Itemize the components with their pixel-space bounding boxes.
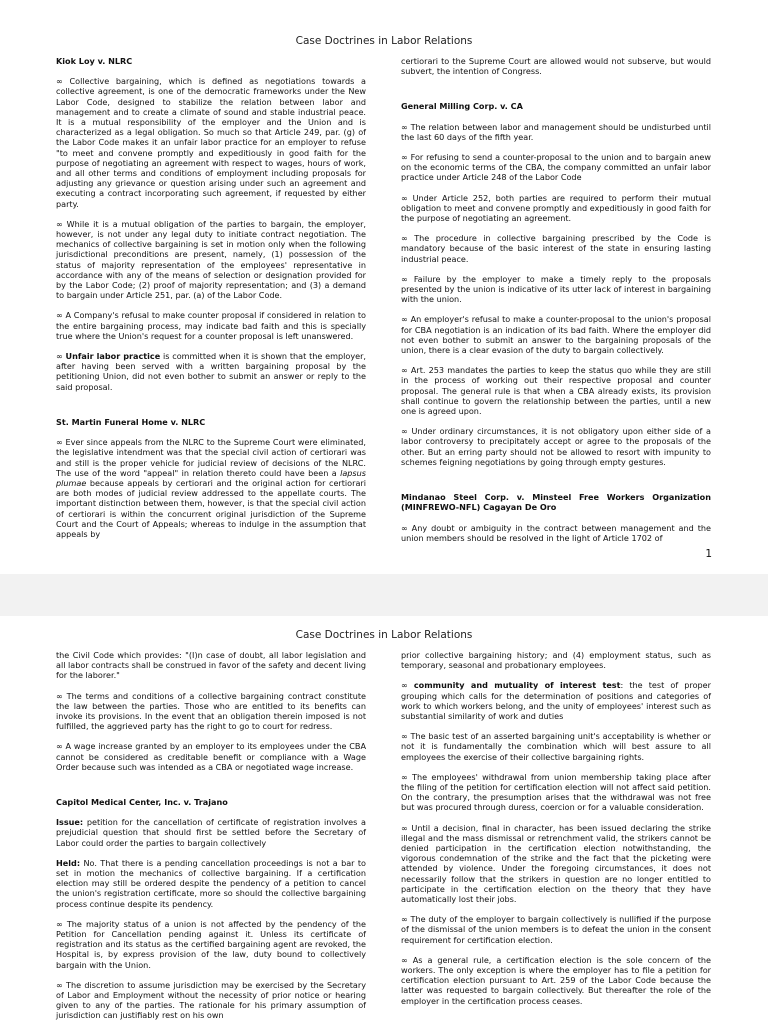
doctrine-paragraph: ∞ A Company's refusal to make counter proposal if considered in relation to the entire bargaining process, may indicate bad faith and this is specially true where the Union's request for a counter proposal is left unanswered.: [56, 310, 366, 341]
paragraph-text: because appeals by certiorari and the original action for certiorari are both modes of judicial review addressed to the appellate courts. The important distinction between them, however, is that the special civil action of certiorari is within the concurrent original jurisdiction of the Supreme Court and the Court of Appeals; whereas to indulge in the assumption that appeals by: [56, 477, 366, 539]
doctrine-paragraph: ∞ Failure by the employer to make a timely reply to the proposals presented by the union is indicative of its utter lack of interest in bargaining with the union.: [401, 273, 711, 305]
doctrine-paragraph: ∞ Under ordinary circumstances, it is not obligatory upon either side of a labor controversy to precipitately accept or agree to the proposals of the other. But an erring party should not be allowed to resort with impunity to schemes feigning negotiations by going through empty gestures.: [401, 426, 711, 467]
bold-term: community and mutuality of interest test: [413, 680, 621, 691]
doctrine-paragraph: the Civil Code which provides: "(I)n case of doubt, all labor legislation and all labor contracts shall be construed in favor of the safety and decent living for the laborer.": [56, 650, 366, 681]
bullet-prefix: ∞: [56, 351, 66, 362]
doctrine-paragraph: ∞ While it is a mutual obligation of the parties to bargain, the employer, however, is not under any legal duty to initiate contract negotiation. The mechanics of collective bargaining is set in motion only when the following jurisdictional preconditions are present, namely, (1) possession of the status of majority representation of the employees' representative in accordance with any of the means of selection or designation provided for by the Labor Code; (2) proof of majority representation; and (3) a demand to bargain under Article 251, par. (a) of the Labor Code.: [56, 218, 366, 301]
doctrine-paragraph: [56, 437, 366, 539]
paragraph-text: petition for the cancellation of certificate of registration involves a prejudicial question that should first be settled before the Secretary of Labor could order the parties to bargain collectively: [56, 817, 366, 848]
issue-label: Issue:: [56, 817, 84, 828]
doctrine-paragraph: ∞ The terms and conditions of a collective bargaining contract constitute the law between the parties. Those who are entitled to its benefits can invoke its provisions. In the event that an obligation therein imposed is not fulfilled, the aggrieved party has the right to go to court for redress.: [56, 690, 366, 732]
issue-paragraph: [56, 817, 366, 848]
case-title-mindanao-steel: Mindanao Steel Corp. v. Minsteel Free Workers Organization (MINFREWO-NFL) Cagayan De Oro: [401, 492, 711, 513]
page-header: Case Doctrines in Labor Relations: [295, 35, 473, 47]
doctrine-paragraph: ∞ Any doubt or ambiguity in the contract between management and the union members should be resolved in the light of Article 1702 of: [401, 522, 711, 543]
paragraph-text: No. That there is a pending cancellation proceedings is not a bar to set in motion the mechanics of collective bargaining. If a certification election may still be ordered despite the pendency of a petition to cancel the union's registration certificate, more so should the collective bargaining process continue despite its pendency.: [56, 857, 366, 909]
doctrine-paragraph: certiorari to the Supreme Court are allowed would not subserve, but would subvert, the intention of Congress.: [401, 56, 711, 77]
doctrine-paragraph: ∞ The basic test of an asserted bargaining unit's acceptability is whether or not it is fundamentally the combination which will best assure to all employees the exercise of their collective bargaining rights.: [401, 731, 711, 762]
page-header: Case Doctrines in Labor Relations: [295, 629, 473, 641]
doctrine-paragraph: ∞ The relation between labor and management should be undisturbed until the last 60 days of the fifth year.: [401, 121, 711, 142]
italic-term: lapsus plumae: [56, 467, 366, 488]
paragraph-text: : the test of proper grouping which calls for the determination of positions and categories of work to which workers belong, and the unity of employees' interest such as substantial similarity of work and duties: [401, 680, 711, 722]
doctrine-paragraph: ∞ The majority status of a union is not affected by the pendency of the Petition for Cancellation pending against it. Unless its certificate of registration and its status as the certified bargaining agent are revoked, the Hospital is, by express provision of the law, duty bound to collectively bargain with the Union.: [56, 918, 366, 970]
doctrine-paragraph: ∞ The procedure in collective bargaining prescribed by the Code is mandatory because of the basic interest of the state in ensuring lasting industrial peace.: [401, 233, 711, 264]
doctrine-paragraph: ∞ For refusing to send a counter-proposal to the union and to bargain anew on the economic terms of the CBA, the company committed an unfair labor practice under Article 248 of the Labor Code: [401, 152, 711, 183]
left-column: [56, 56, 366, 539]
held-paragraph: [56, 858, 366, 909]
doctrine-paragraph: ∞ The duty of the employer to bargain collectively is nullified if the purpose of the dismissal of the union members is to defeat the union in the consent requirement for certification election.: [401, 914, 711, 945]
right-column: [401, 650, 711, 1006]
document-page-2: [0, 616, 768, 1024]
doctrine-paragraph: [401, 680, 711, 721]
case-title-kiok-loy: Kiok Loy v. NLRC: [56, 56, 133, 66]
bullet-prefix: ∞: [401, 680, 414, 691]
paragraph-text: ∞ Ever since appeals from the NLRC to the Supreme Court were eliminated, the legislative intendment was that the special civil action of certiorari was and still is the proper vehicle for judicial review of decisions of the NLRC. The use of the word "appeal" in relation thereto could have been a: [56, 437, 366, 478]
doctrine-paragraph: ∞ Collective bargaining, which is defined as negotiations towards a collective agreement, is one of the democratic frameworks under the New Labor Code, designed to stabilize the relation between labor and management and to create a climate of sound and stable industrial peace. It is a mutual responsibility of the employer and the Union and is characterized as a legal obligation. So much so that Article 249, par. (g) of the Labor Code makes it an unfair labor practice for an employer to refuse "to meet and convene promptly and expeditiously in good faith for the purpose of negotiating an agreement with respect to wages, hours of work, and all other terms and conditions of employment including proposals for adjusting any grievance or question arising under such an agreement and executing a contract incorporating such agreement, if requested by either party.: [56, 76, 366, 209]
paragraph-text: is committed when it is shown that the employer, after having been served with a written bargaining proposal by the petitioning Union, did not even bother to submit an answer or reply to the said proposal.: [56, 351, 366, 392]
doctrine-paragraph: [56, 351, 366, 392]
doctrine-paragraph: prior collective bargaining history; and (4) employment status, such as temporary, seasonal and probationary employees.: [401, 650, 711, 671]
doctrine-paragraph: ∞ As a general rule, a certification election is the sole concern of the workers. The only exception is where the employer has to file a petition for certification election pursuant to Art. 259 of the Labor Code because the latter was requested to bargain collectively. But thereafter the role of the employer in the certification process ceases.: [401, 954, 711, 1006]
case-title-general-milling: General Milling Corp. v. CA: [401, 101, 523, 112]
bold-term: Unfair labor practice: [65, 351, 161, 362]
case-title-st-martin: St. Martin Funeral Home v. NLRC: [56, 416, 206, 427]
page-number: 1: [705, 548, 712, 560]
doctrine-paragraph: ∞ Until a decision, final in character, has been issued declaring the strike illegal and the mass dismissal or retrenchment valid, the strikers cannot be denied participation in the certification election notwithstanding, the vigorous condemnation of the strike and the fact that the picketing were attended by violence. Under the foregoing circumstances, it does not necessarily follow that the strikers in question are no longer entitled to participate in the certification election on the theory that they have automatically lost their jobs.: [401, 822, 711, 905]
doctrine-paragraph: ∞ A wage increase granted by an employer to its employees under the CBA cannot be considered as creditable benefit or compliance with a Wage Order because such was intended as a CBA or negotiated wage increase.: [56, 741, 366, 772]
doctrine-paragraph: ∞ Under Article 252, both parties are required to perform their mutual obligation to meet and convene promptly and expeditiously in good faith for the purpose of negotiating an agreement.: [401, 192, 711, 224]
left-column: [56, 650, 366, 1021]
right-column: [401, 56, 711, 543]
doctrine-paragraph: ∞ The employees' withdrawal from union membership taking place after the filing of the petition for certification election will not affect said petition. On the contrary, the presumption arises that the withdrawal was not free but was procured through duress, coercion or for a valuable consideration.: [401, 771, 711, 813]
doctrine-paragraph: ∞ The discretion to assume jurisdiction may be exercised by the Secretary of Labor and Employment without the necessity of prior notice or hearing given to any of the parties. The rationale for his primary assumption of jurisdiction can justifiably rest on his own: [56, 979, 366, 1021]
doctrine-paragraph: ∞ Art. 253 mandates the parties to keep the status quo while they are still in the process of working out their respective proposal and counter proposal. The general rule is that when a CBA already exists, its provision shall continue to govern the relationship between the parties, until a new one is agreed upon.: [401, 365, 711, 417]
doctrine-paragraph: ∞ An employer's refusal to make a counter-proposal to the union's proposal for CBA negotiation is an indication of its bad faith. Where the employer did not even bother to submit an answer to the bargaining proposals of the union, there is a clear evasion of the duty to bargain collectively.: [401, 314, 711, 356]
held-label: Held:: [56, 857, 81, 868]
case-title-capitol-medical: Capitol Medical Center, Inc. v. Trajano: [56, 797, 228, 808]
